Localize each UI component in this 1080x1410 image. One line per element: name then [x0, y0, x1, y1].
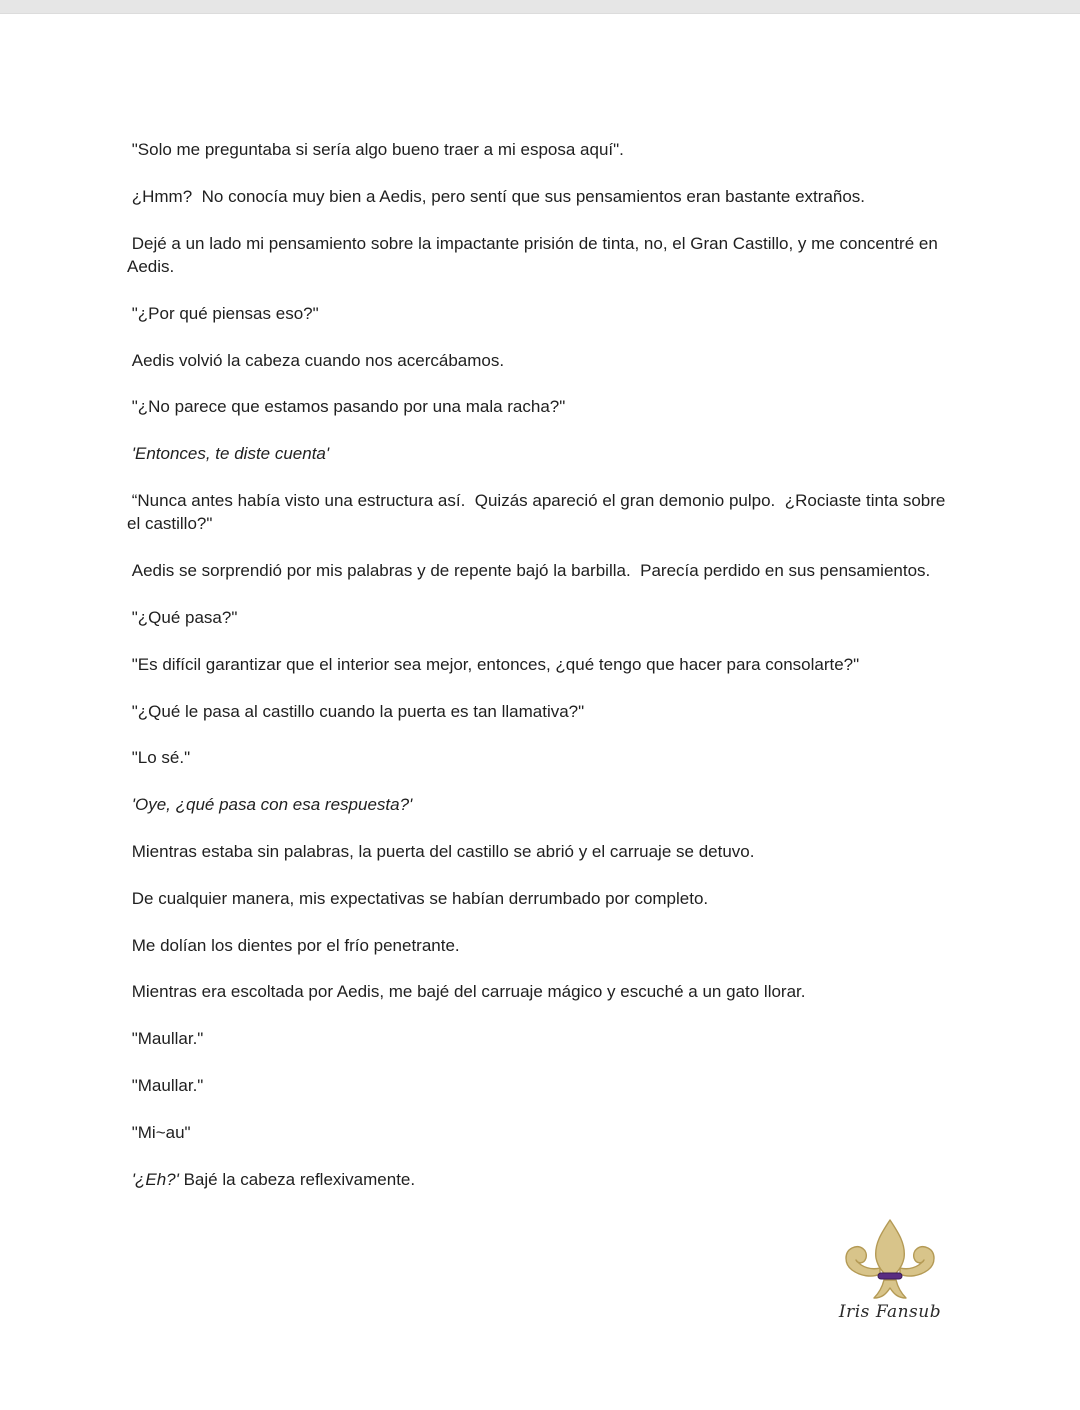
paragraph	[127, 185, 957, 208]
paragraph	[127, 1168, 957, 1191]
paragraph-text: Me dolían los dientes por el frío penetrante.	[127, 935, 460, 955]
italic-thought: 'Oye, ¿qué pasa con esa respuesta?'	[127, 795, 413, 815]
paragraph	[127, 887, 957, 910]
paragraph-text: "Lo sé."	[127, 748, 191, 768]
paragraph	[127, 1121, 957, 1144]
paragraph	[127, 793, 957, 816]
italic-thought: 'Entonces, te diste cuenta'	[127, 444, 330, 464]
paragraph-text: Aedis volvió la cabeza cuando nos acercábamos.	[127, 350, 505, 370]
logo-text: Iris Fansub	[838, 1302, 942, 1322]
top-edge-strip	[0, 0, 1080, 14]
paragraph-text: "Solo me preguntaba si sería algo bueno traer a mi esposa aquí".	[127, 140, 624, 159]
paragraph	[127, 395, 957, 418]
paragraph	[127, 302, 957, 325]
paragraph	[127, 840, 957, 863]
paragraph	[127, 980, 957, 1003]
paragraph-text: Aedis se sorprendió por mis palabras y de repente bajó la barbilla. Parecía perdido en sus pensamientos.	[127, 561, 931, 581]
italic-thought: '¿Eh?'	[127, 1169, 179, 1189]
paragraph	[127, 349, 957, 372]
paragraph	[127, 1074, 957, 1097]
paragraph-text: "Es difícil garantizar que el interior sea mejor, entonces, ¿qué tengo que hacer para consolarte?"	[127, 654, 860, 674]
paragraph-text: ¿Hmm? No conocía muy bien a Aedis, pero sentí que sus pensamientos eran bastante extraños.	[127, 186, 866, 206]
paragraph-text: "¿No parece que estamos pasando por una mala racha?"	[127, 397, 566, 417]
paragraph-text: "¿Por qué piensas eso?"	[127, 303, 319, 323]
paragraph	[127, 700, 957, 723]
paragraph	[127, 442, 957, 465]
paragraph	[127, 138, 957, 161]
paragraph-text: "¿Qué le pasa al castillo cuando la puerta es tan llamativa?"	[127, 701, 585, 721]
paragraph-text: “Nunca antes había visto una estructura así. Quizás apareció el gran demonio pulpo. ¿Rociaste tinta sobre el castillo?"	[127, 490, 951, 534]
paragraph-text: "Maullar."	[127, 1029, 204, 1049]
paragraph-text: "Mi~au"	[127, 1122, 191, 1142]
paragraph	[127, 559, 957, 582]
paragraph-text: Mientras era escoltada por Aedis, me bajé del carruaje mágico y escuché a un gato llorar.	[127, 982, 806, 1002]
paragraph	[127, 746, 957, 769]
paragraph	[127, 606, 957, 629]
paragraph	[127, 1027, 957, 1050]
translator-logo	[838, 1218, 942, 1330]
paragraph-text: De cualquier manera, mis expectativas se habían derrumbado por completo.	[127, 888, 709, 908]
fleur-de-lis-icon	[838, 1218, 942, 1302]
paragraph-text: "¿Qué pasa?"	[127, 607, 238, 627]
paragraph-text: Mientras estaba sin palabras, la puerta del castillo se abrió y el carruaje se detuvo.	[127, 841, 755, 861]
document-body	[127, 138, 957, 1214]
paragraph	[127, 653, 957, 676]
paragraph	[127, 232, 957, 279]
paragraph-text: Bajé la cabeza reflexivamente.	[178, 1169, 416, 1189]
paragraph-text: "Maullar."	[127, 1075, 204, 1095]
paragraph-text: Dejé a un lado mi pensamiento sobre la impactante prisión de tinta, no, el Gran Castillo, y me concentré en Aedis.	[127, 233, 942, 276]
paragraph	[127, 489, 957, 536]
paragraph	[127, 934, 957, 957]
